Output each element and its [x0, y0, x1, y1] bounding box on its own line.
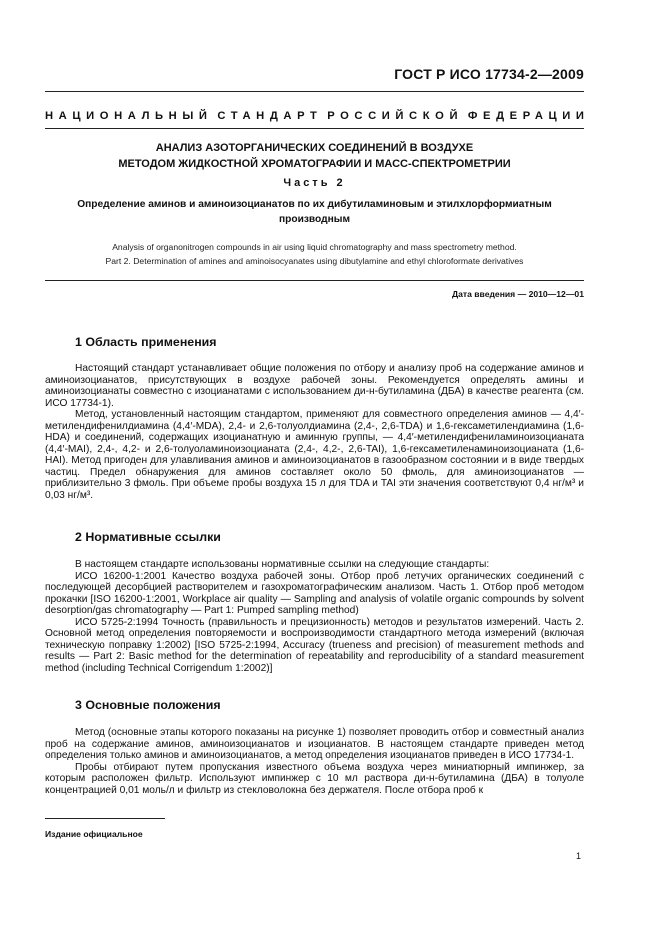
section-heading-references: 2 Нормативные ссылки — [75, 530, 221, 544]
national-word: СТАНДАРТ — [217, 110, 323, 122]
document-subtitle — [45, 197, 584, 227]
section-heading-scope: 1 Область применения — [75, 335, 217, 349]
national-word: ФЕДЕРАЦИИ — [467, 110, 590, 122]
english-title-line: Analysis of organonitrogen compounds in air using liquid chromatography and mass spectrometry method. — [112, 242, 517, 252]
national-word: РОССИЙСКОЙ — [327, 110, 464, 122]
part-label: Часть 2 — [283, 177, 346, 189]
document-code: ГОСТ Р ИСО 17734-2—2009 — [394, 66, 584, 82]
document-title — [45, 140, 584, 172]
section-scope-body — [45, 363, 584, 501]
footer-rule — [45, 818, 165, 819]
english-title-line: Part 2. Determination of amines and aminoisocyanates using dibutylamine and ethyl chloroformate derivatives — [105, 256, 524, 266]
header-rule-top — [45, 91, 584, 92]
english-title — [45, 240, 584, 268]
paragraph: Настоящий стандарт устанавливает общие положения по отбору и анализу проб на содержание аминов и аминоизоцианатов, присутствующих в воздухе рабочей зоны. Рекомендуется определять амины и аминоизоцианаты совместно с изоцианатами с использованием ди-н-бутиламина (ДБА) в качестве реагента (см. ИСО 17734-1). — [45, 363, 584, 409]
national-standard-banner — [45, 110, 590, 122]
header-rule-bottom — [45, 128, 584, 129]
date-of-introduction: Дата введения — 2010—12—01 — [451, 289, 584, 299]
paragraph: ИСО 5725-2:1994 Точность (правильность и прецизионность) методов и результатов измерений. Часть 2. Основной метод определения повторяемости и воспроизводимости стандартного метода измерений (включая техническую поправку 1:2002) [ISO 5725-2:1994, Accuracy (trueness and precision) of measurement methods and results — Part 2: Basic method for the determination of repeatability and reproducibility of a standard measurement method (including Technical Corrigendum 1:2002)] — [45, 616, 584, 674]
national-word: НАЦИОНАЛЬНЫЙ — [45, 110, 213, 122]
title-line: АНАЛИЗ АЗОТОРГАНИЧЕСКИХ СОЕДИНЕНИЙ В ВОЗДУХЕ — [155, 142, 474, 154]
title-rule — [45, 280, 584, 281]
section-references-body — [45, 559, 584, 674]
edition-note: Издание официальное — [45, 829, 143, 839]
section-heading-general: 3 Основные положения — [75, 698, 221, 712]
subtitle-line: производным — [279, 214, 350, 225]
section-general-body — [45, 727, 584, 796]
page-number: 1 — [575, 851, 581, 861]
paragraph: Метод, установленный настоящим стандартом, применяют для совместного определения аминов — 4,4′-метилендифенилдиамина (4,4′-MDA), 2,4- и 2,6-толуолдиамина (2,4-, 2,6-TDA) и 1,6-гексаметилендиамина (1,6-HDA) и соединений, содержащих изоцианатную и аминную группы, — 4,4′-метилендифениламиноизоцианата (4,4′-MAI), 2,4-, 4,2- и 2,6-толуоламиноизоцианата (2,4-, 4,2-, 2,6-TAI), 1,6-гексаметиленаминоизоцианата (1,6-HAI). Метод пригоден для улавливания аминов и аминоизоцианатов в газообразном состоянии и в виде твердых частиц. Предел обнаружения для аминов составляет около 50 фмоль, для аминоизоцианатов — приблизительно 3 фмоль. При объеме пробы воздуха 15 л для TDA и TAI эти значения соответствуют 0,4 нг/м³ и 0,03 нг/м³. — [45, 409, 584, 501]
paragraph: ИСО 16200-1:2001 Качество воздуха рабочей зоны. Отбор проб летучих органических соединений с последующей десорбцией растворителем и газохроматографическим анализом. Часть 1. Отбор проб методом прокачки [ISO 16200-1:2001, Workplace air quality — Sampling and analysis of volatile organic compounds by solvent desorption/gas chromatography — Part 1: Pumped sampling method) — [45, 570, 584, 616]
paragraph: Метод (основные этапы которого показаны на рисунке 1) позволяет проводить отбор и совместный анализ проб на содержание аминов, аминоизоцианатов и изоцианатов. В настоящем стандарте приведен метод определения только аминов и аминоизоцианатов, а метод определения изоцианатов приведен в ИСО 17734-1. — [45, 727, 584, 761]
paragraph: Пробы отбирают путем пропускания известного объема воздуха через миниатюрный импинжер, за которым расположен фильтр. Используют импинжер с 10 мл раствора ди-н-бутиламина (ДБА) в толуоле концентрацией 0,01 моль/л и фильтр из стекловолокна без держателя. После отбора проб к — [45, 761, 584, 796]
subtitle-line: Определение аминов и аминоизоцианатов по их дибутиламиновым и этилхлорформиатным — [77, 199, 552, 210]
paragraph: В настоящем стандарте использованы нормативные ссылки на следующие стандарты: — [75, 559, 490, 570]
title-line: МЕТОДОМ ЖИДКОСТНОЙ ХРОМАТОГРАФИИ И МАСС-СПЕКТРОМЕТРИИ — [118, 158, 511, 170]
